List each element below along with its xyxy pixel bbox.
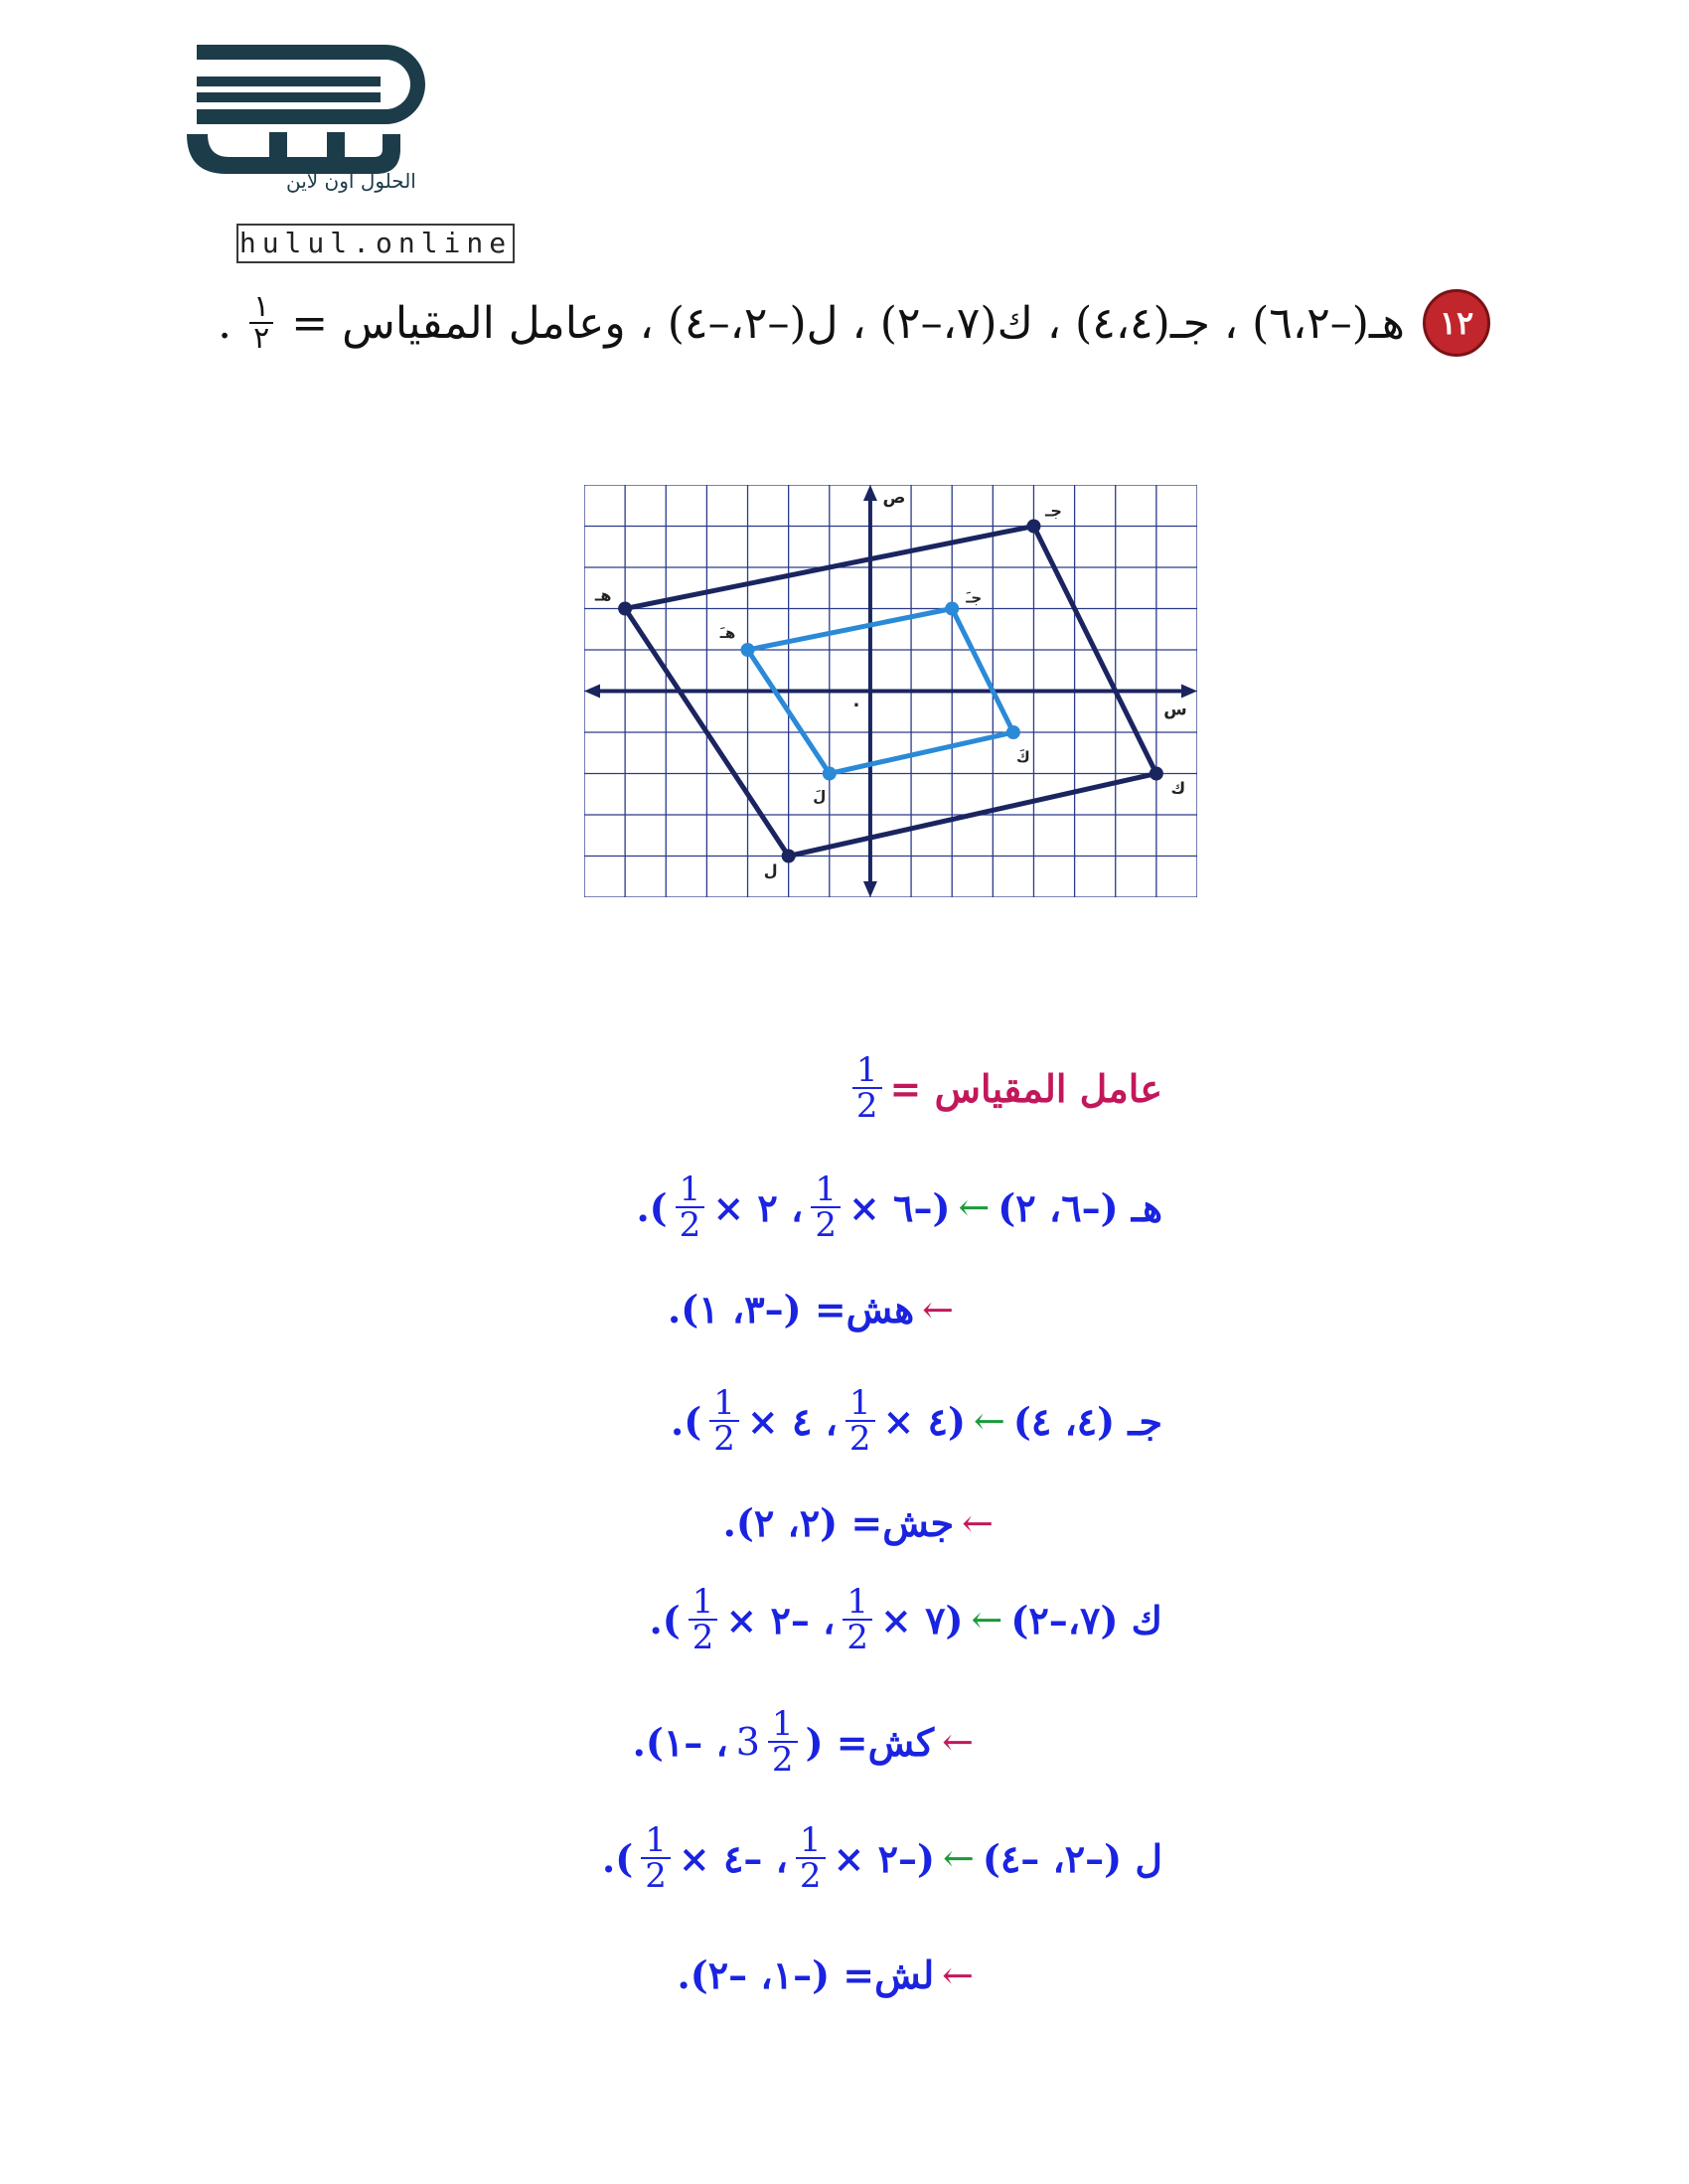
- half-fraction: [843, 1582, 872, 1657]
- fraction-denominator: 2: [771, 1740, 794, 1780]
- problem-number-badge: ١٢: [1423, 289, 1490, 357]
- fraction-denominator: 2: [815, 1205, 837, 1245]
- fraction-numerator: 1: [811, 1172, 841, 1208]
- problem-scale-fraction: [249, 289, 273, 356]
- x-term: (–٢ ×: [833, 1835, 935, 1881]
- fraction-numerator: 1: [845, 1386, 875, 1422]
- calc-line-h: [636, 1170, 1162, 1245]
- inner-vertex-label: لَ: [813, 787, 827, 806]
- x-axis-arrow-left: [584, 685, 600, 699]
- original-point: هـ (–٦، ٢): [998, 1184, 1162, 1230]
- logo-tagline: الحلول اون لاين: [286, 169, 416, 193]
- inner-vertex: [1006, 725, 1020, 739]
- inner-vertex-label: هـَ: [719, 624, 736, 642]
- arrow-icon: ←: [942, 1720, 974, 1764]
- arrow-icon: ←: [922, 1287, 954, 1331]
- inner-vertex-label: جـَ: [966, 588, 983, 607]
- logo-url: hulul.online: [236, 224, 515, 263]
- fraction-denominator: 2: [846, 1618, 869, 1657]
- fraction-numerator: ١: [249, 292, 273, 324]
- coordinate-graph: [584, 485, 1197, 897]
- fraction-numerator: 1: [796, 1823, 826, 1859]
- half-fraction: [845, 1383, 875, 1459]
- outer-vertex-label: جـ: [1044, 501, 1062, 521]
- fraction-denominator: 2: [848, 1419, 871, 1459]
- fraction-numerator: 1: [843, 1585, 872, 1621]
- x-term: (–٦ ×: [847, 1184, 951, 1230]
- fraction-denominator: 2: [799, 1856, 822, 1896]
- original-point: ك (٧،–٢): [1010, 1597, 1162, 1642]
- arrow-icon: ←: [942, 1952, 974, 1997]
- result-line-l: [678, 1952, 974, 1997]
- half-fraction: [641, 1820, 671, 1896]
- original-point: جـ (٤، ٤): [1012, 1398, 1162, 1444]
- outer-vertex-label: ل: [763, 860, 778, 880]
- line-end: ).: [602, 1835, 634, 1881]
- arrow-icon: ←: [971, 1598, 1003, 1641]
- fraction-numerator: 1: [676, 1172, 705, 1208]
- y-axis-arrow-up: [863, 485, 877, 501]
- half-fraction: [768, 1704, 798, 1780]
- image-point: لش= (–١، –٢).: [677, 1952, 935, 1997]
- point-labels: [594, 488, 1187, 880]
- mixed-whole: 3: [735, 1720, 760, 1764]
- calc-line-l: [602, 1820, 1162, 1896]
- outer-vertex-label: ك: [1170, 778, 1186, 798]
- fraction-denominator: 2: [855, 1086, 878, 1126]
- image-point: جش= (٢، ٢).: [722, 1500, 955, 1545]
- y-axis-arrow-down: [863, 881, 877, 897]
- outer-vertex: [1026, 520, 1040, 534]
- problem-text: هـ(–٦،٢) ، جـ(٤،٤) ، ك(٧،–٢) ، ل(–٢،–٤) ، وعامل المقياس =: [291, 297, 1405, 349]
- half-fraction: [811, 1170, 841, 1245]
- arrow-icon: ←: [943, 1836, 975, 1880]
- scale-fraction: [852, 1050, 882, 1126]
- half-fraction: [796, 1820, 826, 1896]
- inner-vertex: [741, 643, 755, 657]
- outer-vertex-label: هـ: [594, 585, 612, 605]
- half-fraction: [709, 1383, 739, 1459]
- half-fraction: [689, 1582, 718, 1657]
- scale-factor-line: [852, 1050, 1162, 1126]
- inner-vertex-label: كَ: [1016, 748, 1030, 766]
- fraction-numerator: 1: [641, 1823, 671, 1859]
- image-point-prefix: كش= (: [805, 1719, 935, 1765]
- y-axis-label: ص: [882, 488, 906, 508]
- arrow-icon: ←: [958, 1185, 991, 1229]
- y-term: ، ٢ ×: [712, 1184, 804, 1230]
- y-term: ، ٤ ×: [746, 1398, 838, 1444]
- y-term: ، –٢ ×: [725, 1597, 836, 1642]
- problem-end: .: [218, 297, 232, 349]
- inner-vertex: [823, 767, 837, 781]
- result-line-j: [723, 1500, 994, 1545]
- half-fraction: [676, 1170, 705, 1245]
- fraction-numerator: 1: [852, 1053, 882, 1089]
- fraction-numerator: 1: [709, 1386, 739, 1422]
- origin-label: ·: [852, 695, 860, 716]
- fraction-numerator: 1: [689, 1585, 718, 1621]
- fraction-denominator: 2: [679, 1205, 701, 1245]
- result-line-h: [668, 1287, 954, 1331]
- outer-vertex: [618, 602, 632, 616]
- outer-vertex: [1150, 767, 1163, 781]
- calc-line-k: [649, 1582, 1162, 1657]
- x-axis-arrow-right: [1181, 685, 1197, 699]
- line-end: ).: [636, 1184, 668, 1230]
- logo: [87, 5, 513, 263]
- outer-vertex: [782, 850, 796, 863]
- fraction-numerator: 1: [768, 1707, 798, 1743]
- image-point-suffix: ، –١).: [632, 1719, 728, 1765]
- y-term: ، –٤ ×: [678, 1835, 788, 1881]
- original-point: ل (–٢، –٤): [982, 1835, 1162, 1881]
- calc-line-j: [671, 1383, 1162, 1459]
- inner-vertex: [945, 602, 959, 616]
- fraction-denominator: 2: [645, 1856, 667, 1896]
- scale-label: عامل المقياس =: [889, 1065, 1162, 1111]
- x-term: (٧ ×: [880, 1597, 964, 1642]
- arrow-icon: ←: [973, 1399, 1005, 1443]
- fraction-denominator: 2: [691, 1618, 714, 1657]
- x-axis-label: س: [1163, 700, 1187, 720]
- line-end: ).: [671, 1398, 702, 1444]
- arrow-icon: ←: [962, 1500, 994, 1545]
- problem-statement: [169, 283, 1490, 363]
- x-term: (٤ ×: [882, 1398, 966, 1444]
- image-point: هش= (–٣، ١).: [668, 1287, 915, 1331]
- line-end: ).: [649, 1597, 681, 1642]
- result-line-k: [632, 1704, 974, 1780]
- fraction-denominator: 2: [713, 1419, 735, 1459]
- fraction-denominator: ٢: [253, 321, 270, 356]
